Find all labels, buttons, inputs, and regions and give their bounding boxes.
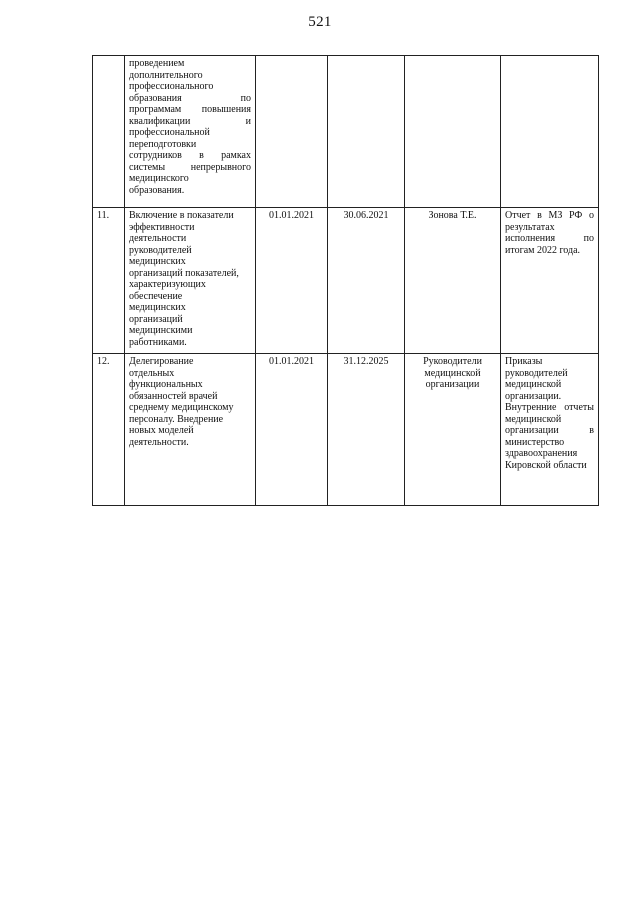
document-cell: Отчет в МЗ РФ о результатах исполнения по итогам 2022 года. [501, 208, 599, 354]
start-date-cell: 01.01.2021 [256, 208, 328, 354]
event-text-line: медицинских [129, 256, 186, 267]
event-text-line: сотрудников в рамках [129, 150, 251, 161]
event-text-line: руководителей [129, 244, 192, 256]
event-text-line: отдельных [129, 367, 175, 379]
event-text-line: квалификации и [129, 115, 251, 127]
event-text-line: среднему медицинскому [129, 402, 234, 413]
event-text-line: Включение в показатели [129, 210, 234, 221]
table-row [93, 354, 599, 506]
event-text-line: медицинского [129, 173, 189, 184]
event-text-line: системы непрерывного [129, 161, 251, 173]
document-cell [501, 56, 599, 208]
event-text-line: дополнительного [129, 69, 203, 81]
executor-cell: Руководители медицинской организации [405, 354, 501, 506]
start-date-cell: 01.01.2021 [256, 354, 328, 506]
event-text-line: работниками. [129, 336, 187, 348]
event-text-line: новых моделей [129, 425, 194, 436]
end-date-cell: 30.06.2021 [328, 208, 405, 354]
event-cell [125, 56, 256, 208]
event-cell [125, 354, 256, 506]
start-date-cell [256, 56, 328, 208]
event-text-line: профессиональной [129, 127, 210, 138]
event-text-line: обязанностей врачей [129, 390, 218, 402]
event-text-line: организаций [129, 313, 183, 325]
row-number-cell: 12. [93, 354, 125, 506]
event-text-line: образования по [129, 92, 251, 104]
event-text-line: деятельности [129, 233, 187, 244]
event-text-line: функциональных [129, 379, 203, 390]
event-cell [125, 208, 256, 354]
event-text-line: эффективности [129, 221, 195, 233]
event-text-line: проведением [129, 58, 185, 69]
action-plan-table [92, 55, 599, 506]
executor-cell: Зонова Т.Е. [405, 208, 501, 354]
event-text-line: медицинских [129, 302, 186, 313]
row-number-cell [93, 56, 125, 208]
event-text-line: образования. [129, 184, 185, 196]
event-text-line: Делегирование [129, 356, 194, 367]
event-text-line: организаций показателей, [129, 267, 239, 279]
event-text-line: переподготовки [129, 138, 197, 150]
table-row [93, 56, 599, 208]
table-row [93, 208, 599, 354]
event-text-line: профессионального [129, 81, 214, 92]
event-text-line: персоналу. Внедрение [129, 413, 224, 425]
event-text-line: обеспечение [129, 290, 183, 302]
executor-cell [405, 56, 501, 208]
document-cell: Приказы руководителей медицинской организации. Внутренние отчеты медицинской организации в министерство здравоохранения Кировской области [501, 354, 599, 506]
page-number: 521 [308, 14, 332, 30]
event-text-line: медицинскими [129, 325, 193, 336]
row-number-cell: 11. [93, 208, 125, 354]
end-date-cell [328, 56, 405, 208]
event-text-line: программам повышения [129, 104, 251, 115]
end-date-cell: 31.12.2025 [328, 354, 405, 506]
event-text-line: характеризующих [129, 279, 206, 290]
event-text-line: деятельности. [129, 436, 189, 448]
